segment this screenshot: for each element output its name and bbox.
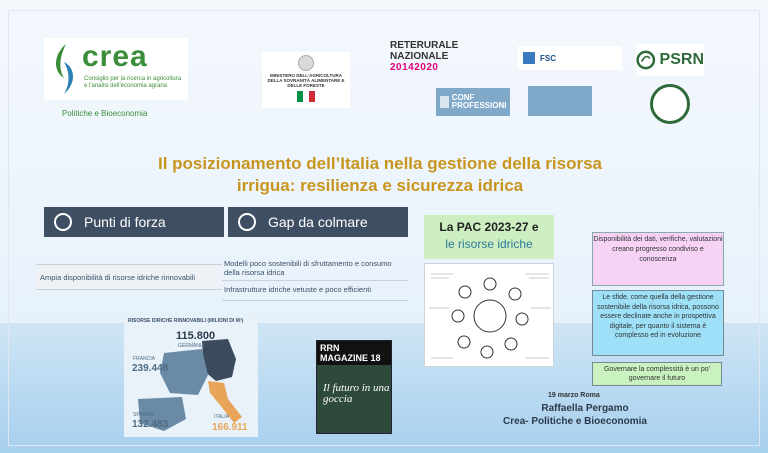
magazine-title: Il futuro in una goccia [323,382,390,405]
gap-item: Infrastrutture idriche vetuste e poco efficienti [222,285,408,301]
psrn-logo [636,44,704,76]
crea-wordmark: crea [82,40,148,73]
rete-rurale-logo [390,40,460,78]
rrn-line2: NAZIONALE [390,51,449,62]
title-line1: Il posizionamento dell’Italia nella gestione della risorsa [157,154,602,173]
map-title: RISORSE IDRICHE RINNOVABILI (MILIONI DI M³) [128,318,244,324]
map-label-germany: GERMANIA [178,343,205,349]
map-label-france: FRANCIA [133,356,155,362]
gap-item: Modelli poco sostenibili di sfruttamento e consumo della risorsa idrica [222,259,408,281]
map-value-spain: 132.483 [132,419,169,430]
speaker-organization: Crea- Politiche e Bioeconomia [503,416,647,427]
gaps-label: Gap da colmare [268,214,368,230]
governance-box: Governare la complessità è un po' governare il futuro [592,362,722,386]
crea-subtitle: Consiglio per la ricerca in agricoltura e l'analisi dell'economia agraria [84,76,182,89]
crea-logo [44,38,188,100]
ministry-name: MINISTERO DELL'AGRICOLTURA DELLA SOVRANITÀ ALIMENTARE E DELLE FORESTE [267,73,345,88]
crea-caption: Politiche e Bioeconomia [62,109,148,118]
psrn-text: PSRN [659,51,704,68]
fsc-logo [518,46,622,70]
event-date: 19 marzo Roma [548,392,600,399]
pac-box [424,215,554,259]
rrn-line3: 20142020 [390,62,439,73]
stopwatch-icon [238,213,256,231]
republic-emblem-icon [298,55,314,71]
conf-text: CONF PROFESSIONI [451,93,507,110]
strength-item: Ampia disponibilità di risorse idriche rinnovabili [36,264,222,290]
title-line2: irrigua: resilienza e sicurezza idrica [236,176,524,195]
gaps-header [228,207,408,237]
speaker-name: Raffaella Pergamo [541,403,629,414]
map-label-italy: ITALIA [214,414,229,420]
strengths-label: Punti di forza [84,214,166,230]
ministry-logo [262,52,350,108]
challenges-box: Le sfide, come quella della gestione sostenibile della risorsa idrica, possono essere declinate anche in prospettiva digitale, per quanto il sistema è complesso ed in evoluzione [592,290,724,356]
psrn-leaf-icon [636,48,656,72]
ministry-secondary-logo [528,86,592,116]
conf-grid-icon [440,96,449,108]
check-shield-icon [54,213,72,231]
data-box: Disponibilità dei dati, verifiche, valutazioni creano progresso condiviso e conoscenza [592,232,724,286]
italian-flag-icon [297,91,315,102]
fsc-mark-icon [522,51,536,65]
map-label-spain: SPAGNA [133,412,154,418]
map-value-germany: 115.800 [176,330,216,342]
strengths-header [44,207,224,237]
map-value-italy: 166.911 [212,422,248,433]
pac-line2: le risorse idriche [445,237,533,251]
crea-leaf-icon [50,42,80,96]
map-value-france: 239.448 [132,363,169,374]
magazine-header [317,341,391,365]
magazine-issue: 18 [370,353,381,363]
slide-title [60,153,700,197]
pac-line1: La PAC 2023-27 e [439,220,539,234]
fsc-text: FSC [540,53,556,63]
magazine-name: RRN MAGAZINE [320,343,368,363]
forest-seal-icon [650,84,690,124]
cycle-diagram-icon [425,264,555,368]
pac-diagram [424,263,554,367]
rrn-line1: RETERURALE [390,40,459,51]
rrn-magazine-cover [316,340,392,434]
confprofessioni-logo [436,88,510,116]
